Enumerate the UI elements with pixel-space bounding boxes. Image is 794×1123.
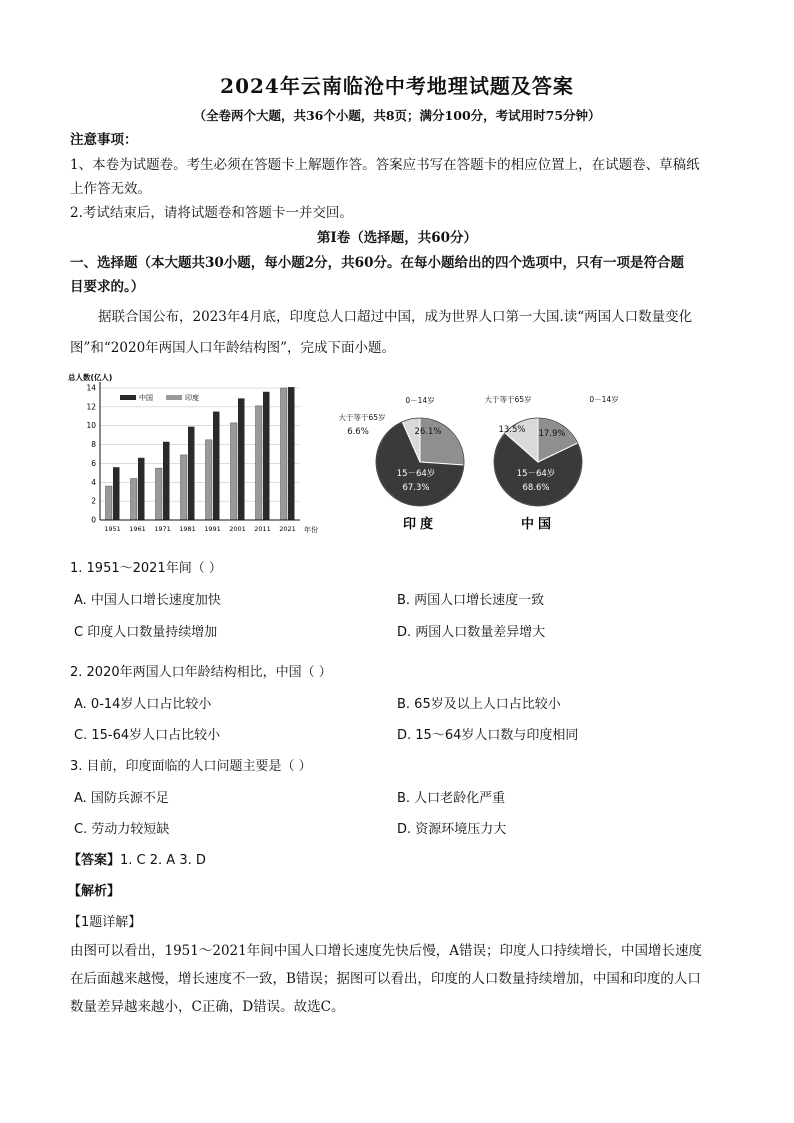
population-bar-chart [64,368,326,540]
section-heading-line-2: 目要求的。） [70,279,145,295]
bar-india [231,423,238,520]
china-age-pie [470,386,630,536]
legend-label: 印度 [185,394,199,402]
page-title: 2024年云南临沧中考地理试题及答案 [220,74,574,98]
question-3-option-b: B. 人口老龄化严重 [397,791,506,806]
question-1-option-a: A. 中国人口增长速度加快 [74,593,221,608]
question-1-option-c: C 印度人口数量持续增加 [74,625,218,640]
bar-india [281,388,288,520]
bar-india [206,440,213,520]
bar-china [213,412,220,520]
bar-legend [120,393,199,402]
question-2-option-c: C. 15-64岁人口占比较小 [74,728,221,743]
analysis-label: 【解析】 [68,884,121,899]
y-tick-label: 14 [86,383,96,393]
pie-value-label: 26.1% [414,427,442,437]
bar-india [181,455,188,520]
question-1-option-b: B. 两国人口增长速度一致 [397,593,545,608]
y-tick-label: 10 [86,421,96,431]
bar-india [256,406,263,520]
exam-info: （全卷两个大题，共36个小题，共8页；满分100分，考试用时75分钟） [193,108,601,123]
detail-line-1: 由图可以看出，1951～2021年间中国人口增长速度先快后慢，A错误；印度人口持续增长，中国增长速度 [70,943,702,959]
china-pie-title: 中国 [520,517,556,532]
x-tick-label: 2001 [229,525,246,533]
pie-category-label: 大于等于65岁 [338,413,386,422]
legend-swatch [120,395,136,400]
legend-label: 中国 [139,394,153,402]
y-tick-label: 6 [91,458,96,468]
question-1-stem: 1. 1951～2021年间（ ） [70,561,222,576]
pie-value-label: 67.3% [402,483,430,493]
question-2-option-d: D. 15～64岁人口数与印度相同 [397,728,579,743]
pie-category-label: 0－14岁 [405,396,435,405]
y-tick-label: 2 [91,496,96,506]
bar-china [113,467,120,520]
bar-china [188,427,195,520]
answer-line [68,849,206,868]
question-1-option-d: D. 两国人口数量差异增大 [397,625,546,640]
notice-heading: 注意事项： [70,132,138,148]
pie-value-label: 68.6% [522,483,550,493]
intro-line-2: 图”和“2020年两国人口年龄结构图”，完成下面小题。 [70,340,396,356]
question-3-option-c: C. 劳动力较短缺 [74,822,170,837]
legend-swatch [166,395,182,400]
bar-china [138,458,145,520]
bar-india [106,486,113,520]
y-tick-label: 4 [91,477,96,487]
pie-slice [420,418,464,465]
question-2-stem: 2. 2020年两国人口年龄结构相比，中国（ ） [70,665,332,680]
bar-china [238,398,245,520]
answer-label: 【答案】 [68,853,121,868]
x-axis-label: 年份 [304,526,318,534]
pie-category-label: 大于等于65岁 [484,395,532,404]
question-3-stem: 3. 目前，印度面临的人口问题主要是（ ） [70,759,312,774]
x-tick-label: 2021 [279,525,296,533]
intro-line-1: 据联合国公布，2023年4月底，印度总人口超过中国，成为世界人口第一大国.读“两国人口数量变化 [98,309,693,325]
bar-india [131,479,138,520]
notice-1-line-1: 1、本卷为试题卷。考生必须在答题卡上解题作答。答案应书写在答题卡的相应位置上，在试题卷、草稿纸 [70,157,700,173]
bar-china [288,387,295,520]
section-heading-line-1: 一、选择题（本大题共30小题，每小题2分，共60分。在每小题给出的四个选项中，只有一项是符合题 [70,255,684,271]
pie-value-label: 17.9% [538,429,566,439]
pie-category-label: 0－14岁 [589,395,619,404]
part-heading: 第Ⅰ卷（选择题，共60分） [316,230,478,246]
pie-category-label: 15－64岁 [396,469,436,479]
bar-india [156,468,163,520]
y-axis-label: 总人数(亿人) [68,373,113,382]
x-tick-label: 1971 [154,525,171,533]
pie-category-label: 15－64岁 [516,469,556,479]
bar-china [163,442,170,520]
notice-1-line-2: 上作答无效。 [70,181,151,197]
answer-values: 1. C 2. A 3. D [120,853,206,868]
question-2-option-a: A. 0-14岁人口占比较小 [74,697,212,712]
question-2-option-b: B. 65岁及以上人口占比较小 [397,697,561,712]
detail-heading: 【1题详解】 [68,915,142,930]
x-tick-label: 1961 [129,525,146,533]
question-3-option-d: D. 资源环境压力大 [397,822,507,837]
bar-gridlines [100,388,300,520]
question-3-option-a: A. 国防兵源不足 [74,791,169,806]
detail-line-3: 数量差异越来越小，C正确，D错误。故选C。 [70,999,345,1015]
x-tick-label: 1981 [179,525,196,533]
y-tick-label: 8 [91,440,96,450]
pie-value-label: 13.5% [498,425,526,435]
india-age-pie [322,386,482,536]
pie-value-label: 6.6% [347,427,369,437]
x-tick-label: 2011 [254,525,271,533]
india-pie-title: 印度 [402,517,438,532]
y-tick-label: 12 [86,402,96,412]
bar-china [263,392,270,520]
detail-line-2: 在后面越来越慢，增长速度不一致，B错误；据图可以看出，印度的人口数量持续增加，中国和印度的人口 [70,971,701,987]
x-tick-label: 1951 [104,525,121,533]
x-tick-label: 1991 [204,525,221,533]
y-tick-label: 0 [91,515,96,525]
notice-2: 2.考试结束后，请将试题卷和答题卡一并交回。 [70,205,353,221]
